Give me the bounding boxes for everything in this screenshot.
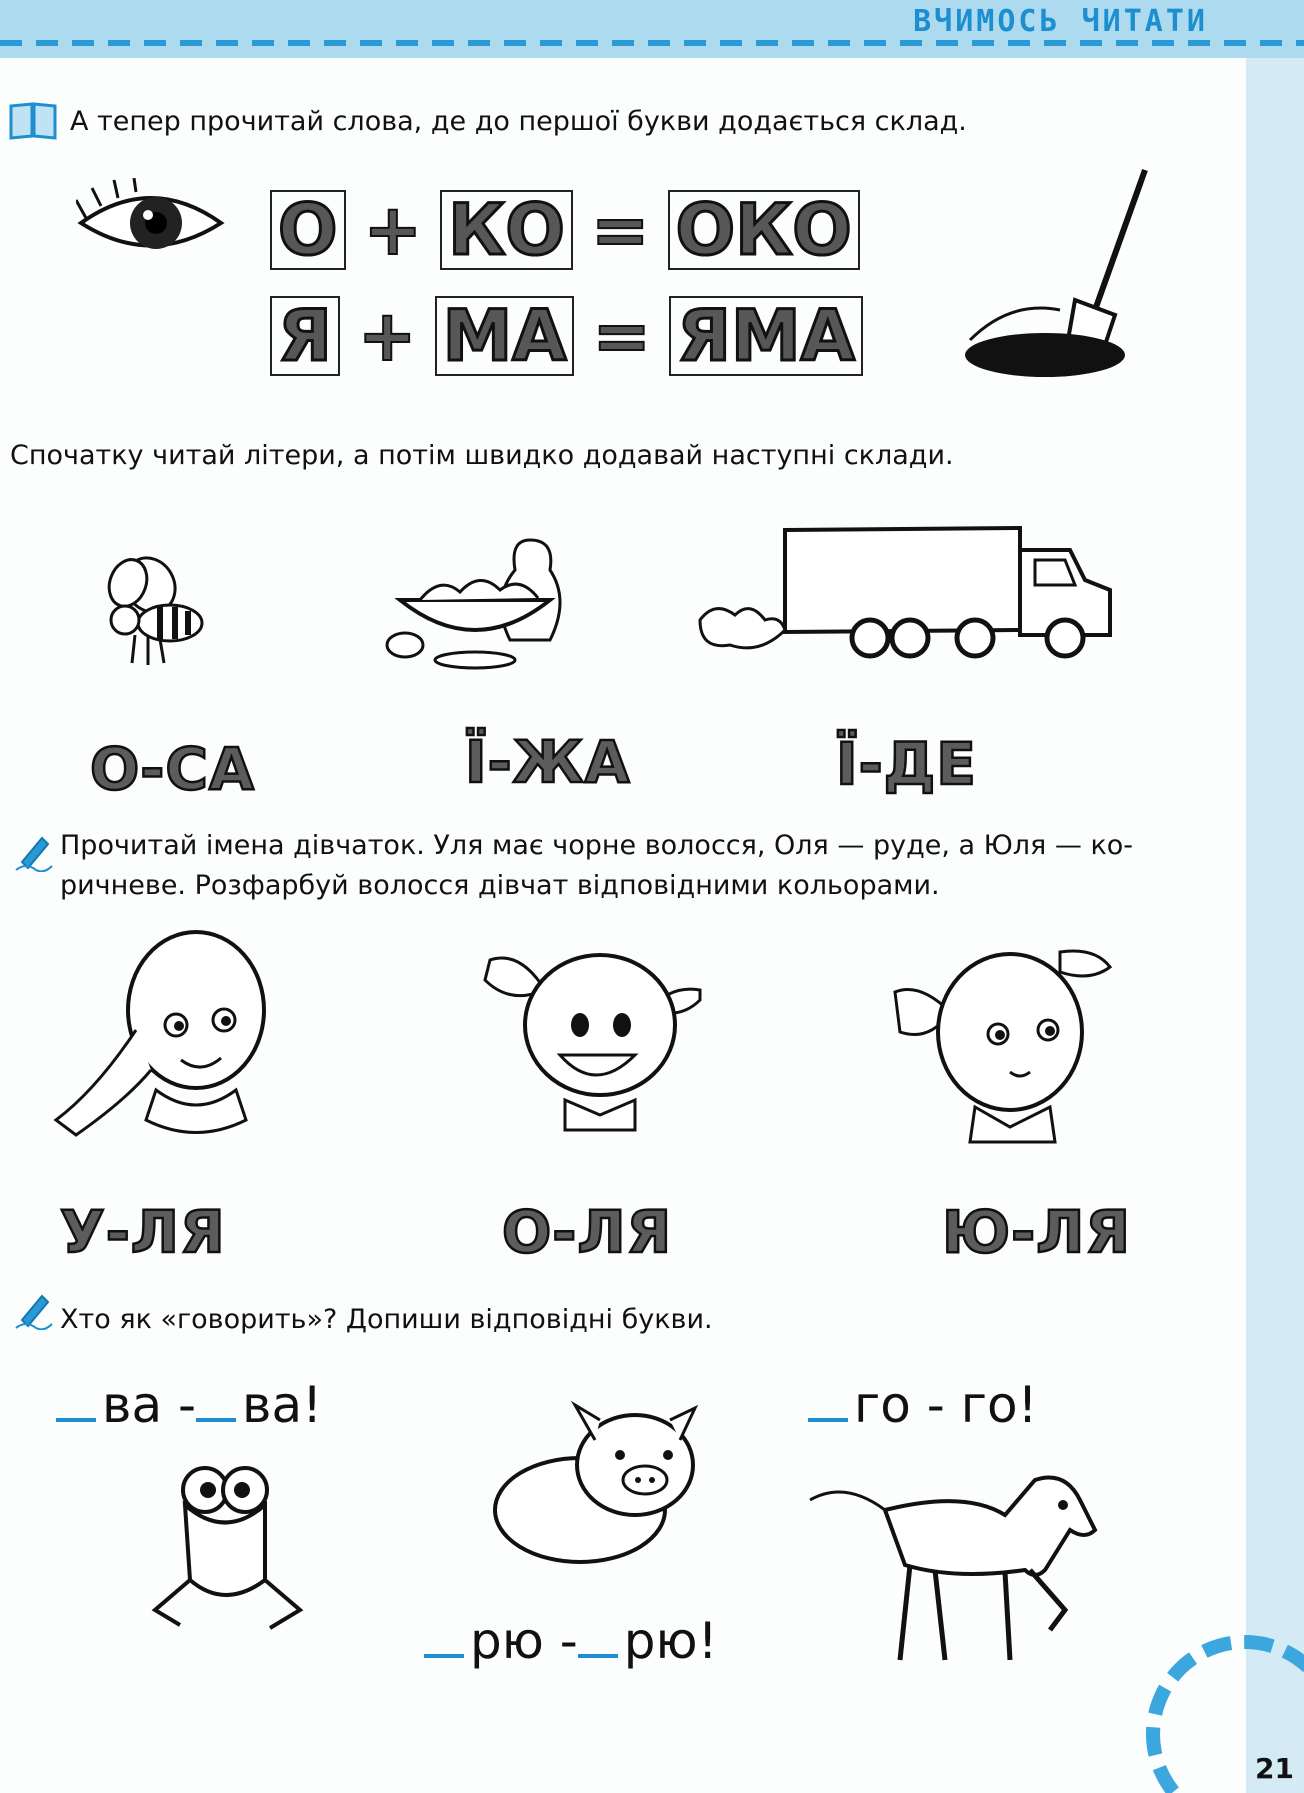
header-title: ВЧИМОСЬ ЧИТАТИ: [913, 4, 1208, 39]
pig-illustration: [490, 1400, 710, 1570]
food-illustration: [380, 530, 580, 675]
header-dashed-line: [0, 40, 1304, 46]
frog-illustration: [150, 1460, 310, 1650]
answer-blank[interactable]: [196, 1388, 236, 1422]
answer-blank[interactable]: [578, 1624, 618, 1658]
equation-row-2: [270, 296, 863, 376]
section2-instruction: Спочатку читай літери, а потім швидко додавай наступні склади.: [10, 440, 954, 471]
result-box: ЯМА: [669, 296, 863, 376]
syllable-word: Ї-ЖА: [465, 728, 631, 796]
girl-yulya-illustration: [880, 922, 1130, 1152]
letter-box: О: [270, 190, 346, 270]
equals-sign: =: [592, 295, 652, 377]
syllable-box: МА: [435, 296, 575, 376]
frog-sound: ва - ва!: [56, 1376, 322, 1434]
pencil-icon: [14, 1290, 54, 1330]
section3-instruction-line1: Прочитай імена дівчаток. Уля має чорне волосся, Оля — руде, а Юля — ко-: [60, 830, 1134, 861]
right-margin-band: [1246, 58, 1304, 1793]
page-number: 21: [1255, 1752, 1294, 1785]
pig-sound: рю - рю!: [424, 1612, 718, 1670]
section4-instruction: Хто як «говорить»? Допиши відповідні букви.: [60, 1304, 713, 1335]
girl-name: У-ЛЯ: [60, 1198, 226, 1266]
section1-instruction: А тепер прочитай слова, де до першої букви додається склад.: [70, 106, 967, 137]
pencil-icon: [14, 832, 54, 872]
equation-row-1: [270, 190, 860, 270]
answer-blank[interactable]: [56, 1388, 96, 1422]
plus-sign: +: [363, 189, 423, 271]
book-icon: [8, 100, 58, 142]
syllable-box: КО: [440, 190, 573, 270]
horse-illustration: [805, 1460, 1125, 1670]
wasp-illustration: [80, 555, 220, 675]
girl-name: Ю-ЛЯ: [942, 1198, 1131, 1266]
syllable-word: О-СА: [90, 735, 255, 803]
result-box: ОКО: [668, 190, 860, 270]
answer-blank[interactable]: [424, 1624, 464, 1658]
equals-sign: =: [590, 189, 650, 271]
horse-sound: го - го!: [808, 1376, 1038, 1434]
section3-instruction-line2: ричневе. Розфарбуй волосся дівчат відповідними кольорами.: [60, 870, 940, 901]
letter-box: Я: [270, 296, 340, 376]
truck-illustration: [690, 520, 1120, 685]
pit-shovel-illustration: [950, 160, 1180, 390]
girl-olya-illustration: [470, 930, 720, 1140]
answer-blank[interactable]: [808, 1388, 848, 1422]
eye-illustration: [76, 178, 226, 268]
girl-name: О-ЛЯ: [502, 1198, 673, 1266]
syllable-word: Ї-ДЕ: [836, 730, 977, 798]
girl-ulya-illustration: [36, 920, 286, 1150]
plus-sign: +: [357, 295, 417, 377]
